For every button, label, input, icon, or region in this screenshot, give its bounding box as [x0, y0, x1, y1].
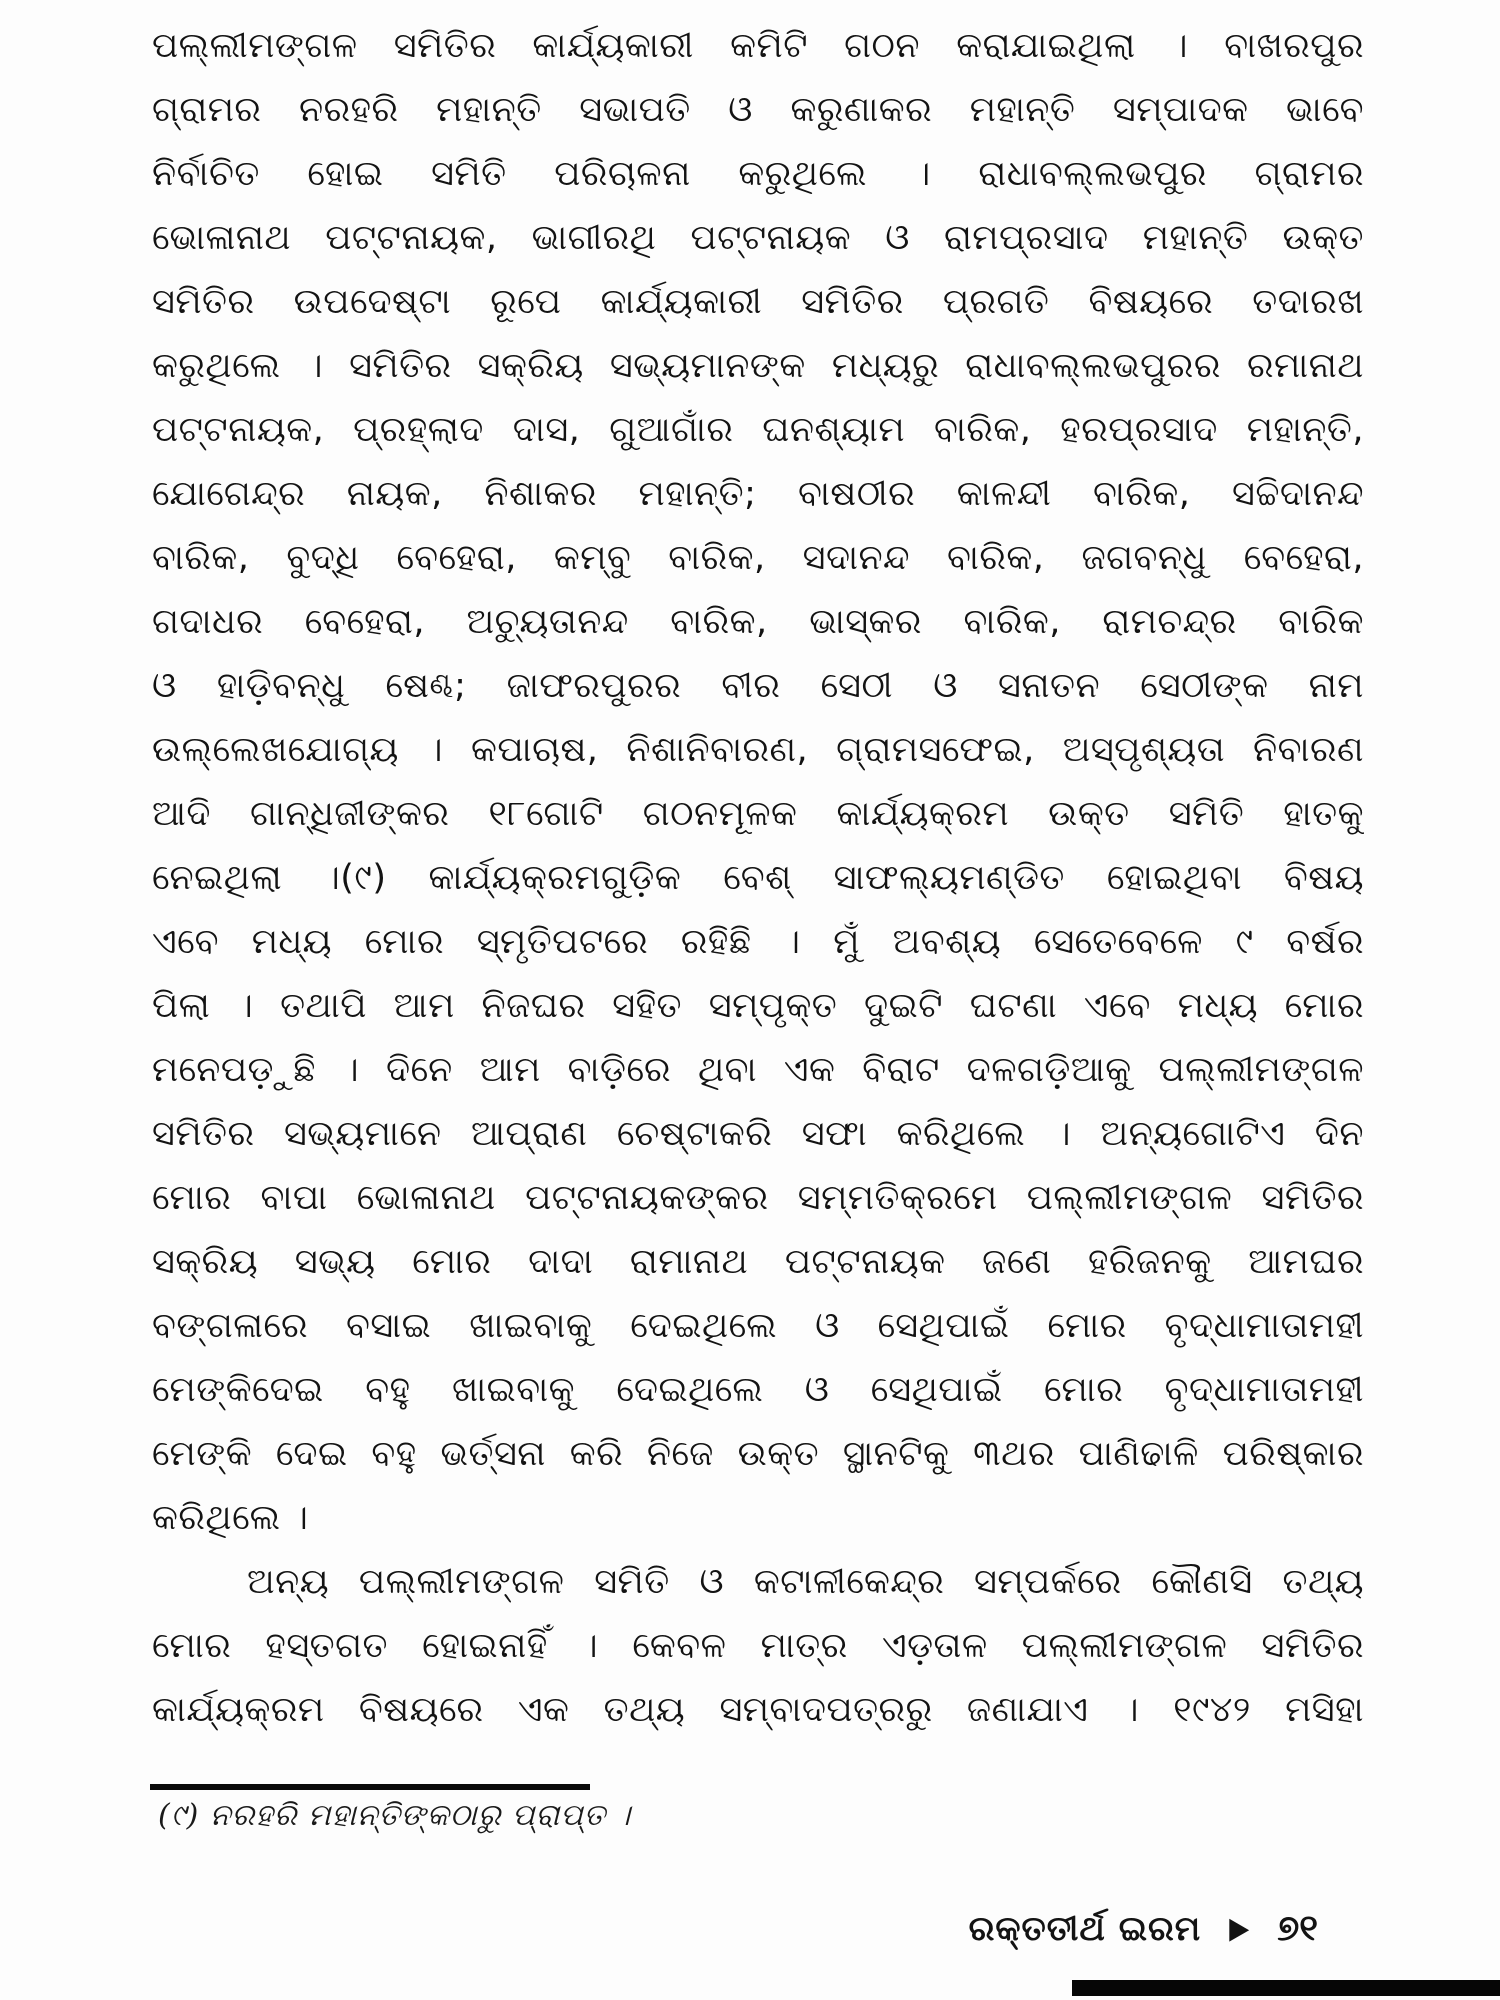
- text-line: ସମିତିର ସଭ୍ୟମାନେ ଆପ୍ରାଣ ଚେଷ୍ଟାକରି ସଫା କରିଥିଲେ । ଅନ୍ୟଗୋଟିଏ ଦିନ: [152, 1114, 1364, 1154]
- page-footer: [969, 1908, 1318, 1950]
- text-line: ବାରିକ, ବୁଦ୍ଧି ବେହେରା, କମ୍ବୁ ବାରିକ, ସଦାନନ୍ଦ ବାରିକ, ଜଗବନ୍ଧୁ ବେହେରା,: [152, 538, 1364, 578]
- text-line: ମୋର ହସ୍ତଗତ ହୋଇନାହିଁ । କେବଳ ମାତ୍ର ଏଡ଼ତାଳ ପଲ୍ଲୀମଙ୍ଗଳ ସମିତିର: [152, 1626, 1364, 1666]
- text-block: [152, 14, 1364, 1742]
- text-line: ଏବେ ମଧ୍ୟ ମୋର ସ୍ମୃତିପଟରେ ରହିଛି । ମୁଁ ଅବଶ୍ୟ ସେତେବେଳେ ୯ ବର୍ଷର: [152, 922, 1364, 962]
- text-line: ନିର୍ବାଚିତ ହୋଇ ସମିତି ପରିଚାଳନା କରୁଥିଲେ । ରାଧାବଲ୍ଲଭପୁର ଗ୍ରାମର: [152, 154, 1364, 194]
- text-line: କାର୍ଯ୍ୟକ୍ରମ ବିଷୟରେ ଏକ ତଥ୍ୟ ସମ୍ବାଦପତ୍ରରୁ ଜଣାଯାଏ । ୧୯୪୨ ମସିହା: [152, 1690, 1364, 1730]
- text-line: ଉଲ୍ଲେଖଯୋଗ୍ୟ । କପାଚାଷ, ନିଶାନିବାରଣ, ଗ୍ରାମସଫେଇ, ଅସ୍ପୃଶ୍ୟତା ନିବାରଣ: [152, 730, 1364, 770]
- text-line: ନେଇଥିଲା ।(୯) କାର୍ଯ୍ୟକ୍ରମଗୁଡ଼ିକ ବେଶ୍ ସାଫଲ୍ୟମଣ୍ଡିତ ହୋଇଥିବା ବିଷୟ: [152, 858, 1364, 898]
- page-number: ୭୧: [1277, 1908, 1318, 1949]
- text-line: ପଟ୍ଟନାୟକ, ପ୍ରହ୍ଲାଦ ଦାସ, ଗୁଆଗାଁର ଘନଶ୍ୟାମ ବାରିକ, ହରପ୍ରସାଦ ମହାନ୍ତି,: [152, 410, 1364, 450]
- text-line: ଗ୍ରାମର ନରହରି ମହାନ୍ତି ସଭାପତି ଓ କରୁଣାକର ମହାନ୍ତି ସମ୍ପାଦକ ଭାବେ: [152, 90, 1364, 130]
- text-line: ଯୋଗେନ୍ଦ୍ର ନାୟକ, ନିଶାକର ମହାନ୍ତି; ବାଷଠୀର କାଳନ୍ଦୀ ବାରିକ, ସଚ୍ଚିଦାନନ୍ଦ: [152, 474, 1364, 514]
- text-line: ଅନ୍ୟ ପଲ୍ଲୀମଙ୍ଗଳ ସମିତି ଓ କଟାଳୀକେନ୍ଦ୍ର ସମ୍ପର୍କରେ କୌଣସି ତଥ୍ୟ: [247, 1562, 1364, 1602]
- text-line: ସକ୍ରିୟ ସଭ୍ୟ ମୋର ଦାଦା ରାମାନାଥ ପଟ୍ଟନାୟକ ଜଣେ ହରିଜନକୁ ଆମଘର: [152, 1242, 1364, 1282]
- text-line: ବଙ୍ଗଳାରେ ବସାଇ ଖାଇବାକୁ ଦେଇଥିଲେ ଓ ସେଥିପାଇଁ ମୋର ବୃଦ୍ଧାମାତାମହୀ: [152, 1306, 1364, 1346]
- text-line: ମନେପଡ଼ୁଛି । ଦିନେ ଆମ ବାଡ଼ିରେ ଥିବା ଏକ ବିରାଟ ଦଳଗଡ଼ିଆକୁ ପଲ୍ଲୀମଙ୍ଗଳ: [152, 1050, 1364, 1090]
- text-line: ଗଦାଧର ବେହେରା, ଅଚ୍ୟୁତାନନ୍ଦ ବାରିକ, ଭାସ୍କର ବାରିକ, ରାମଚନ୍ଦ୍ର ବାରିକ: [152, 602, 1364, 642]
- text-line: ସମିତିର ଉପଦେଷ୍ଟା ରୂପେ କାର୍ଯ୍ୟକାରୀ ସମିତିର ପ୍ରଗତି ବିଷୟରେ ତଦାରଖ: [152, 282, 1364, 322]
- text-line: କରିଥିଲେ ।: [152, 1498, 309, 1538]
- text-line: ଓ ହାଡ଼ିବନ୍ଧୁ ଷେଣ୍ଢ; ଜାଫରପୁରର ବୀର ସେଠୀ ଓ ସନାତନ ସେଠୀଙ୍କ ନାମ: [152, 666, 1364, 706]
- text-line: ଭୋଳାନାଥ ପଟ୍ଟନାୟକ, ଭାଗୀରଥି ପଟ୍ଟନାୟକ ଓ ରାମପ୍ରସାଦ ମହାନ୍ତି ଉକ୍ତ: [152, 218, 1364, 258]
- text-line: ମେଙ୍କି ଦେଇ ବହୁ ଭର୍ତ୍ସନା କରି ନିଜେ ଉକ୍ତ ସ୍ଥାନଟିକୁ ୩ଥର ପାଣିଢାଳି ପରିଷ୍କାର: [152, 1434, 1364, 1474]
- footnote-text: (୯) ନରହରି ମହାନ୍ତିଙ୍କଠାରୁ ପ୍ରାପ୍ତ ।: [158, 1798, 632, 1833]
- text-line: ପଲ୍ଲୀମଙ୍ଗଳ ସମିତିର କାର୍ଯ୍ୟକାରୀ କମିଟି ଗଠନ କରାଯାଇଥିଲା । ବାଖରପୁର: [152, 26, 1364, 66]
- scan-artifact-bar: [1072, 1980, 1500, 1996]
- footnote-separator: [150, 1784, 590, 1790]
- text-line: କରୁଥିଲେ । ସମିତିର ସକ୍ରିୟ ସଭ୍ୟମାନଙ୍କ ମଧ୍ୟରୁ ରାଧାବଲ୍ଲଭପୁରର ରମାନାଥ: [152, 346, 1364, 386]
- text-line: ମେଙ୍କିଦେଇ ବହୁ ଖାଇବାକୁ ଦେଇଥିଲେ ଓ ସେଥିପାଇଁ ମୋର ବୃଦ୍ଧାମାତାମହୀ: [152, 1370, 1364, 1410]
- book-title: ରକ୍ତତୀର୍ଥ ଇରମ: [968, 1909, 1202, 1949]
- text-line: ଆଦି ଗାନ୍ଧିଜୀଙ୍କର ୧୮ଗୋଟି ଗଠନମୂଳକ କାର୍ଯ୍ୟକ୍ରମ ଉକ୍ତ ସମିତି ହାତକୁ: [152, 794, 1364, 834]
- text-line: ମୋର ବାପା ଭୋଳାନାଥ ପଟ୍ଟନାୟକଙ୍କର ସମ୍ମତିକ୍ରମେ ପଲ୍ଲୀମଙ୍ଗଳ ସମିତିର: [152, 1178, 1364, 1218]
- right-triangle-icon: ▶: [1229, 1911, 1250, 1947]
- text-line: ପିଲା । ତଥାପି ଆମ ନିଜଘର ସହିତ ସମ୍ପୃକ୍ତ ଦୁଇଟି ଘଟଣା ଏବେ ମଧ୍ୟ ମୋର: [152, 986, 1364, 1026]
